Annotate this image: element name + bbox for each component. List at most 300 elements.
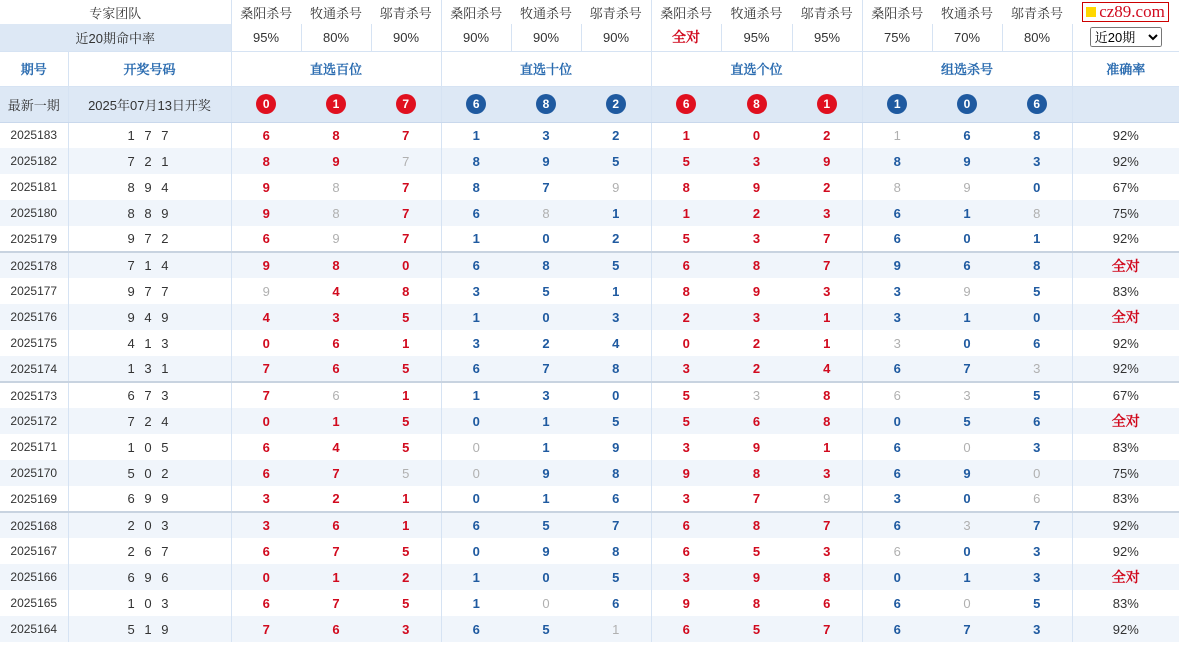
kill-number: 6 bbox=[301, 356, 371, 382]
hit-rate: 90% bbox=[511, 24, 581, 51]
kill-number: 7 bbox=[332, 543, 340, 559]
kill-number: 3 bbox=[721, 148, 792, 174]
kill-number: 7 bbox=[231, 382, 301, 408]
kill-number: 0 bbox=[542, 231, 550, 246]
latest-label: 最新一期 bbox=[0, 86, 68, 122]
kill-number: 1 bbox=[371, 382, 441, 408]
hit-rate: 70% bbox=[932, 24, 1002, 51]
kill-number: 9 bbox=[963, 179, 971, 195]
kill-number: 3 bbox=[301, 304, 371, 330]
kill-number: 8 bbox=[402, 283, 410, 299]
latest-date: 2025年07月13日开奖 bbox=[68, 86, 231, 122]
kill-number: 7 bbox=[301, 460, 371, 486]
table-row bbox=[0, 434, 1179, 460]
kill-number: 3 bbox=[862, 486, 932, 512]
kill-number: 3 bbox=[651, 434, 721, 460]
table-row bbox=[0, 512, 1179, 538]
row-period: 2025165 bbox=[10, 596, 58, 610]
row-draw-number: 1 0 5 bbox=[68, 434, 231, 460]
kill-number: 6 bbox=[932, 252, 1002, 278]
kill-number: 0 bbox=[441, 434, 511, 460]
kill-number: 7 bbox=[332, 595, 340, 611]
kill-number: 4 bbox=[792, 356, 862, 382]
row-draw-number: 5 1 9 bbox=[68, 616, 231, 642]
kill-number: 1 bbox=[932, 304, 1002, 330]
row-period: 2025183 bbox=[10, 128, 58, 143]
table-row bbox=[0, 356, 1179, 382]
kill-number: 9 bbox=[932, 460, 1002, 486]
kill-number: 3 bbox=[1002, 356, 1072, 382]
kill-number: 3 bbox=[752, 231, 761, 246]
row-period: 2025168 bbox=[0, 512, 68, 538]
kill-number: 6 bbox=[231, 226, 301, 252]
row-draw-number: 8 8 9 bbox=[68, 200, 231, 226]
kill-number: 8 bbox=[792, 564, 862, 590]
logo-square-icon bbox=[1086, 7, 1096, 17]
kill-number: 5 bbox=[371, 460, 441, 486]
expert-name: 桑阳杀号 bbox=[651, 0, 721, 24]
hit-rate: 90% bbox=[581, 24, 651, 51]
kill-number: 0 bbox=[441, 486, 511, 512]
kill-number: 3 bbox=[651, 356, 721, 382]
logo-text: cz89.com bbox=[1099, 2, 1165, 21]
kill-number: 3 bbox=[651, 486, 721, 512]
expert-name: 牧通杀号 bbox=[520, 5, 573, 21]
kill-number: 1 bbox=[542, 491, 550, 506]
kill-number: 3 bbox=[542, 127, 550, 143]
row-period: 2025171 bbox=[10, 440, 58, 454]
kill-number: 5 bbox=[752, 543, 761, 559]
kill-number: 8 bbox=[231, 148, 301, 174]
kill-number: 8 bbox=[511, 200, 581, 226]
kill-number: 8 bbox=[332, 127, 340, 143]
kill-number: 1 bbox=[301, 408, 371, 434]
kill-number: 1 bbox=[441, 226, 511, 252]
kill-number: 3 bbox=[823, 543, 831, 559]
row-accuracy: 92% bbox=[1072, 538, 1179, 564]
kill-number: 8 bbox=[862, 148, 932, 174]
kill-number: 5 bbox=[1033, 283, 1041, 299]
kill-number: 0 bbox=[511, 564, 581, 590]
kill-number: 0 bbox=[1033, 179, 1041, 195]
hit-rate: 75% bbox=[862, 24, 932, 51]
kill-number: 4 bbox=[332, 283, 340, 299]
kill-number: 6 bbox=[862, 200, 932, 226]
kill-number: 6 bbox=[441, 616, 511, 642]
kill-number: 6 bbox=[441, 512, 511, 538]
row-period: 2025176 bbox=[0, 304, 68, 330]
kill-number: 1 bbox=[792, 304, 862, 330]
row-accuracy: 83% bbox=[1072, 278, 1179, 304]
kill-number: 1 bbox=[581, 200, 651, 226]
kill-number: 6 bbox=[301, 512, 371, 538]
row-period: 2025179 bbox=[10, 231, 58, 246]
hit-rate-row bbox=[0, 24, 1179, 51]
kill-number: 7 bbox=[371, 200, 441, 226]
kill-number: 8 bbox=[581, 356, 651, 382]
row-draw-number: 1 0 3 bbox=[68, 590, 231, 616]
latest-ball: 7 bbox=[396, 94, 416, 114]
kill-number: 9 bbox=[542, 543, 550, 559]
table-row bbox=[0, 304, 1179, 330]
kill-number: 9 bbox=[511, 460, 581, 486]
row-period: 2025175 bbox=[10, 336, 58, 350]
kill-number: 5 bbox=[402, 439, 410, 455]
row-draw-number: 2 6 7 bbox=[68, 538, 231, 564]
kill-number: 3 bbox=[721, 382, 792, 408]
kill-number: 0 bbox=[231, 564, 301, 590]
row-period: 2025173 bbox=[0, 382, 68, 408]
kill-number: 1 bbox=[441, 564, 511, 590]
kill-number: 6 bbox=[862, 356, 932, 382]
latest-ball: 0 bbox=[256, 94, 276, 114]
kill-number: 2 bbox=[721, 356, 792, 382]
logo-cell bbox=[1072, 0, 1179, 24]
row-period: 2025169 bbox=[10, 491, 58, 506]
row-draw-number: 9 4 9 bbox=[68, 304, 231, 330]
kill-number: 6 bbox=[862, 538, 932, 564]
latest-ball: 8 bbox=[747, 94, 767, 114]
row-period: 2025166 bbox=[0, 564, 68, 590]
kill-number: 1 bbox=[542, 439, 550, 455]
expert-name: 桑阳杀号 bbox=[862, 0, 932, 24]
kill-number: 4 bbox=[231, 304, 301, 330]
kill-number: 9 bbox=[823, 491, 831, 506]
kill-number: 7 bbox=[823, 231, 831, 246]
kill-number: 3 bbox=[511, 382, 581, 408]
kill-number: 7 bbox=[792, 252, 862, 278]
kill-number: 5 bbox=[581, 564, 651, 590]
kill-number: 2 bbox=[612, 231, 620, 246]
row-draw-number: 8 9 4 bbox=[68, 174, 231, 200]
kill-number: 1 bbox=[612, 283, 620, 299]
kill-number: 6 bbox=[862, 460, 932, 486]
kill-number: 0 bbox=[862, 408, 932, 434]
row-draw-number: 9 7 7 bbox=[68, 278, 231, 304]
expert-name: 牧通杀号 bbox=[941, 5, 994, 21]
latest-ball: 6 bbox=[466, 94, 486, 114]
kill-number: 0 bbox=[231, 408, 301, 434]
kill-number: 3 bbox=[862, 278, 932, 304]
kill-number: 5 bbox=[581, 408, 651, 434]
kill-number: 7 bbox=[792, 512, 862, 538]
kill-number: 1 bbox=[823, 335, 831, 351]
kill-number: 8 bbox=[301, 200, 371, 226]
kill-number: 2 bbox=[752, 335, 761, 351]
latest-ball: 6 bbox=[676, 94, 696, 114]
kill-number: 7 bbox=[402, 179, 410, 195]
table-row bbox=[0, 460, 1179, 486]
kill-number: 6 bbox=[823, 595, 831, 611]
kill-number: 3 bbox=[862, 304, 932, 330]
row-period: 2025182 bbox=[0, 148, 68, 174]
expert-name: 邬青杀号 bbox=[379, 5, 432, 21]
kill-number: 3 bbox=[231, 486, 301, 512]
kill-number: 6 bbox=[441, 200, 511, 226]
kill-number: 8 bbox=[752, 595, 761, 611]
kill-number: 7 bbox=[932, 616, 1002, 642]
period-select[interactable] bbox=[1090, 27, 1162, 47]
kill-number: 6 bbox=[231, 590, 301, 616]
kill-number: 8 bbox=[792, 382, 862, 408]
group-tens: 直选十位 bbox=[441, 51, 651, 86]
kill-number: 2 bbox=[721, 200, 792, 226]
kill-number: 1 bbox=[651, 122, 721, 148]
kill-number: 0 bbox=[752, 127, 761, 143]
kill-number: 0 bbox=[862, 564, 932, 590]
kill-number: 0 bbox=[1002, 460, 1072, 486]
kill-number: 6 bbox=[862, 512, 932, 538]
row-period: 2025174 bbox=[0, 356, 68, 382]
kill-number: 1 bbox=[862, 122, 932, 148]
kill-number: 9 bbox=[862, 252, 932, 278]
row-period: 2025178 bbox=[0, 252, 68, 278]
kill-number: 8 bbox=[862, 174, 932, 200]
kill-number: 1 bbox=[441, 122, 511, 148]
kill-number: 8 bbox=[1002, 252, 1072, 278]
hit-rate: 全对 bbox=[651, 24, 721, 51]
row-draw-number: 9 7 2 bbox=[68, 226, 231, 252]
table-row bbox=[0, 590, 1179, 616]
kill-number: 6 bbox=[1002, 408, 1072, 434]
row-draw-number: 6 7 3 bbox=[68, 382, 231, 408]
kill-number: 3 bbox=[792, 200, 862, 226]
kill-number: 0 bbox=[651, 330, 721, 356]
kill-number: 4 bbox=[332, 439, 340, 455]
col-period: 期号 bbox=[0, 51, 68, 86]
kill-number: 5 bbox=[651, 382, 721, 408]
row-accuracy: 92% bbox=[1072, 330, 1179, 356]
table-row bbox=[0, 330, 1179, 356]
kill-number: 2 bbox=[371, 564, 441, 590]
kill-number: 5 bbox=[402, 595, 410, 611]
kill-number: 8 bbox=[721, 252, 792, 278]
kill-number: 5 bbox=[371, 356, 441, 382]
kill-number: 9 bbox=[612, 179, 620, 195]
kill-number: 5 bbox=[581, 148, 651, 174]
kill-number: 7 bbox=[932, 356, 1002, 382]
table-row bbox=[0, 564, 1179, 590]
row-draw-number: 7 1 4 bbox=[68, 252, 231, 278]
kill-number: 3 bbox=[721, 304, 792, 330]
kill-number: 6 bbox=[651, 252, 721, 278]
kill-number: 6 bbox=[1033, 491, 1041, 506]
table-row bbox=[0, 200, 1179, 226]
kill-number: 1 bbox=[301, 564, 371, 590]
row-period: 2025180 bbox=[0, 200, 68, 226]
kill-number: 5 bbox=[511, 512, 581, 538]
kill-number: 6 bbox=[231, 434, 301, 460]
row-accuracy: 83% bbox=[1072, 590, 1179, 616]
kill-number: 7 bbox=[542, 179, 550, 195]
kill-number: 3 bbox=[1002, 564, 1072, 590]
kill-number: 6 bbox=[862, 434, 932, 460]
kill-number: 8 bbox=[441, 174, 511, 200]
kill-number: 2 bbox=[612, 127, 620, 143]
latest-row bbox=[0, 86, 1179, 122]
kill-number: 8 bbox=[581, 460, 651, 486]
kill-number: 8 bbox=[792, 408, 862, 434]
kill-number: 6 bbox=[441, 356, 511, 382]
latest-ball: 1 bbox=[817, 94, 837, 114]
site-logo[interactable] bbox=[1082, 2, 1169, 22]
kill-number: 8 bbox=[721, 512, 792, 538]
row-accuracy: 67% bbox=[1072, 382, 1179, 408]
row-accuracy: 全对 bbox=[1072, 564, 1179, 590]
kill-number: 0 bbox=[963, 491, 971, 506]
kill-number: 6 bbox=[231, 460, 301, 486]
kill-number: 6 bbox=[963, 127, 971, 143]
kill-number: 5 bbox=[651, 226, 721, 252]
row-period: 2025170 bbox=[0, 460, 68, 486]
kill-number: 3 bbox=[1033, 543, 1041, 559]
kill-number: 0 bbox=[441, 538, 511, 564]
row-draw-number: 7 2 4 bbox=[68, 408, 231, 434]
kill-number: 1 bbox=[651, 200, 721, 226]
kill-number: 9 bbox=[651, 590, 721, 616]
kill-number: 7 bbox=[402, 127, 410, 143]
kill-number: 7 bbox=[231, 616, 301, 642]
kill-number: 0 bbox=[231, 330, 301, 356]
kill-number: 5 bbox=[542, 283, 550, 299]
kill-number: 5 bbox=[511, 616, 581, 642]
kill-number: 9 bbox=[651, 460, 721, 486]
kill-number: 0 bbox=[963, 595, 971, 611]
kill-number: 1 bbox=[441, 382, 511, 408]
kill-number: 6 bbox=[332, 335, 340, 351]
kill-number: 5 bbox=[581, 252, 651, 278]
row-draw-number: 1 3 1 bbox=[68, 356, 231, 382]
kill-number: 1 bbox=[511, 408, 581, 434]
kill-number: 6 bbox=[651, 512, 721, 538]
col-accuracy: 准确率 bbox=[1072, 51, 1179, 86]
kill-number: 9 bbox=[332, 231, 340, 246]
kill-number: 3 bbox=[441, 278, 511, 304]
kill-number: 6 bbox=[231, 122, 301, 148]
kill-number: 8 bbox=[332, 179, 340, 195]
kill-number: 8 bbox=[441, 148, 511, 174]
row-draw-number: 2 0 3 bbox=[68, 512, 231, 538]
row-accuracy: 92% bbox=[1072, 226, 1179, 252]
kill-number: 0 bbox=[963, 439, 971, 455]
kill-number: 6 bbox=[1033, 335, 1041, 351]
kill-number: 2 bbox=[332, 491, 340, 506]
row-accuracy: 75% bbox=[1072, 200, 1179, 226]
table-row bbox=[0, 382, 1179, 408]
kill-number: 6 bbox=[301, 382, 371, 408]
hit-rate: 80% bbox=[1002, 24, 1072, 51]
latest-ball: 1 bbox=[887, 94, 907, 114]
table-row bbox=[0, 174, 1179, 200]
kill-number: 7 bbox=[402, 231, 410, 246]
hit-rate: 95% bbox=[792, 24, 862, 51]
table-row bbox=[0, 226, 1179, 252]
kill-number: 3 bbox=[1002, 148, 1072, 174]
kill-number: 9 bbox=[932, 148, 1002, 174]
row-accuracy: 92% bbox=[1072, 356, 1179, 382]
kill-number: 7 bbox=[511, 356, 581, 382]
expert-name: 牧通杀号 bbox=[310, 5, 363, 21]
row-draw-number: 4 1 3 bbox=[68, 330, 231, 356]
kill-number: 9 bbox=[511, 148, 581, 174]
kill-number: 7 bbox=[371, 148, 441, 174]
kill-number: 0 bbox=[1002, 304, 1072, 330]
kill-number: 3 bbox=[371, 616, 441, 642]
table-row bbox=[0, 122, 1179, 148]
row-draw-number: 6 9 6 bbox=[68, 564, 231, 590]
latest-ball: 0 bbox=[957, 94, 977, 114]
kill-number: 6 bbox=[441, 252, 511, 278]
row-accuracy: 83% bbox=[1072, 434, 1179, 460]
kill-number: 1 bbox=[441, 304, 511, 330]
hit-rate: 95% bbox=[721, 24, 792, 51]
kill-number: 5 bbox=[402, 543, 410, 559]
kill-number: 8 bbox=[1002, 200, 1072, 226]
group-combo: 组选杀号 bbox=[862, 51, 1072, 86]
kill-number: 6 bbox=[862, 226, 932, 252]
row-draw-number: 5 0 2 bbox=[68, 460, 231, 486]
table-row bbox=[0, 278, 1179, 304]
kill-number: 9 bbox=[231, 174, 301, 200]
expert-name: 邬青杀号 bbox=[800, 5, 853, 21]
kill-number: 0 bbox=[963, 231, 971, 246]
latest-ball: 6 bbox=[1027, 94, 1047, 114]
kill-number: 3 bbox=[792, 460, 862, 486]
kill-number: 9 bbox=[612, 439, 620, 455]
kill-number: 5 bbox=[371, 304, 441, 330]
row-accuracy: 92% bbox=[1072, 122, 1179, 148]
table-row bbox=[0, 486, 1179, 512]
kill-number: 2 bbox=[823, 127, 831, 143]
row-period: 2025181 bbox=[10, 180, 58, 194]
expert-row bbox=[0, 0, 1179, 24]
kill-number: 0 bbox=[963, 335, 971, 351]
kill-number: 7 bbox=[1002, 512, 1072, 538]
kill-number: 3 bbox=[932, 512, 1002, 538]
kill-number: 3 bbox=[1002, 616, 1072, 642]
row-accuracy: 92% bbox=[1072, 148, 1179, 174]
table-row bbox=[0, 408, 1179, 434]
kill-number: 5 bbox=[651, 148, 721, 174]
kill-number: 5 bbox=[651, 408, 721, 434]
kill-number: 2 bbox=[823, 179, 831, 195]
hit-rate: 80% bbox=[301, 24, 371, 51]
kill-number: 0 bbox=[542, 595, 550, 611]
kill-number: 9 bbox=[721, 564, 792, 590]
kill-number: 1 bbox=[371, 512, 441, 538]
row-accuracy: 全对 bbox=[1072, 252, 1179, 278]
kill-number: 3 bbox=[231, 512, 301, 538]
kill-number: 8 bbox=[721, 460, 792, 486]
hit-rate: 90% bbox=[441, 24, 511, 51]
expert-team-label: 专家团队 bbox=[89, 5, 142, 21]
kill-number: 9 bbox=[792, 148, 862, 174]
row-draw-number: 1 7 7 bbox=[68, 122, 231, 148]
kill-number: 4 bbox=[612, 335, 620, 351]
group-hundreds: 直选百位 bbox=[231, 51, 441, 86]
kill-number: 1 bbox=[823, 439, 831, 455]
kill-number: 5 bbox=[1033, 595, 1041, 611]
kill-number: 0 bbox=[963, 543, 971, 559]
kill-number: 9 bbox=[752, 439, 761, 455]
kill-number: 0 bbox=[371, 252, 441, 278]
kill-number: 3 bbox=[1033, 439, 1041, 455]
kill-number: 6 bbox=[862, 616, 932, 642]
kill-number: 6 bbox=[862, 590, 932, 616]
table-row bbox=[0, 252, 1179, 278]
kill-number: 8 bbox=[301, 252, 371, 278]
kill-number: 2 bbox=[542, 335, 550, 351]
